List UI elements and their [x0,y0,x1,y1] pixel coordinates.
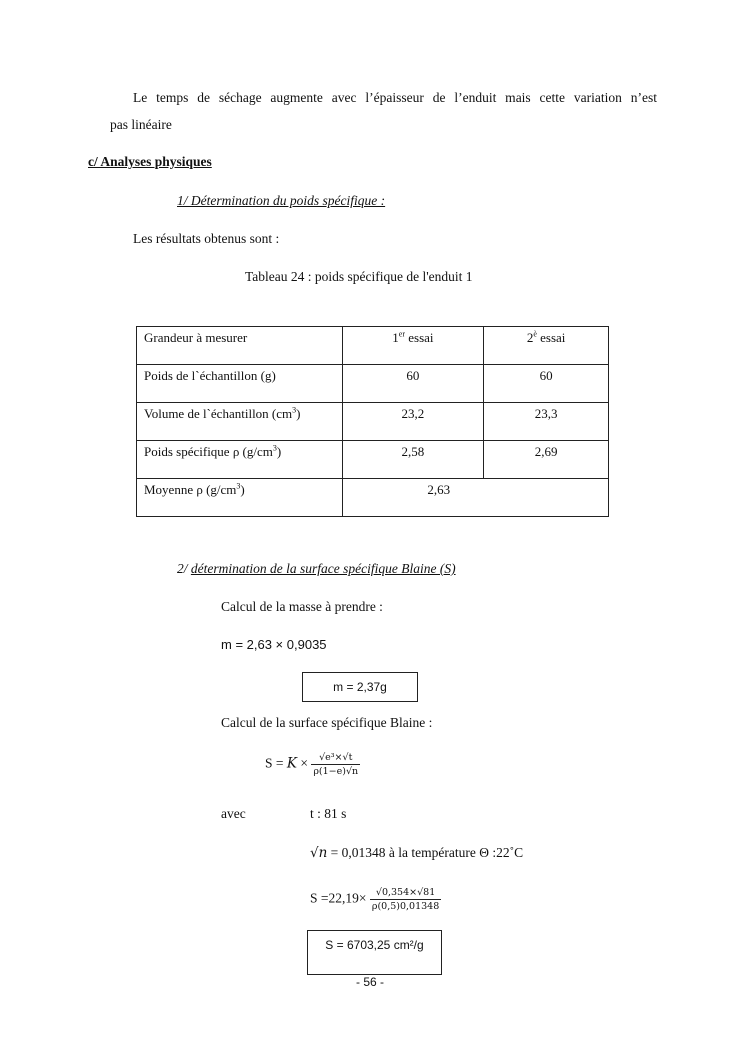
results-intro: Les résultats obtenus sont : [133,231,280,246]
row-value-2: 23,3 [484,403,609,441]
row-value-2: 2,69 [484,441,609,479]
table-row [137,403,609,441]
table-row [137,365,609,403]
row-value-2: 60 [484,365,609,403]
mass-calc-label: Calcul de la masse à prendre : [221,599,383,614]
density-table [136,326,609,517]
row-label: Poids de l`échantillon (g) [137,365,343,403]
mean-value: 2,63 [342,479,608,517]
n-value-line: √n = 0,01348 à la température Θ :22˚C [310,845,524,861]
mean-label: Moyenne ρ $(g/cm^3)$ [137,479,343,517]
s-calculation: S =22,19× $\frac{√0,354\times√81}{\rho(0,5)0,01348}$ [310,887,440,912]
page-number: - 56 - [356,975,385,989]
s-fraction: $\frac{√0,354\times√81}{\rho(0,5)0,01348}$ [371,887,440,912]
row-label: Poids spécifique ρ $(g/cm^3)$ [137,441,343,479]
table-caption: Tableau 24 : poids spécifique de l'enduit 1 [245,269,473,284]
table-mean-row [137,479,609,517]
avec-label: avec [221,806,246,821]
surface-calc-label: Calcul de la surface spécifique Blaine : [221,715,433,730]
table-row [137,441,609,479]
mass-result-box: m = 2,37g [302,672,418,702]
formula-fraction: $\frac{\text{√e³×√t}}{\rho(1-e)√n}$ [313,752,359,777]
header-essai-1: 1er essai [342,327,484,365]
blaine-formula: S = K × $\frac{\text{√e³×√t}}{\rho(1-e)√n}$ [265,752,359,777]
header-label: Grandeur à mesurer [137,327,343,365]
header-essai-2: $2^è$ essai [484,327,609,365]
mass-formula: m = 2,63 × 0,9035 [221,637,327,652]
row-value-1: 23,2 [342,403,484,441]
row-value-1: 2,58 [342,441,484,479]
intro-line-2: pas linéaire [110,117,172,132]
intro-line-1: Le temps de séchage augmente avec l’épaisseur de l’enduit mais cette variation n’est [133,90,657,105]
section-title: c/ Analyses physiques [88,154,212,169]
row-value-1: 60 [342,365,484,403]
time-value: t : 81 s [310,806,347,821]
subsection-1-heading: 1/ Détermination du poids spécifique : [177,193,386,208]
subsection-2-heading: 2/ détermination de la surface spécifique Blaine (S) [177,561,456,576]
row-label: Volume de l`échantillon $(cm^3)$ [137,403,343,441]
s-result-box: S = 6703,25 cm²/g [307,930,442,975]
table-header-row [137,327,609,365]
